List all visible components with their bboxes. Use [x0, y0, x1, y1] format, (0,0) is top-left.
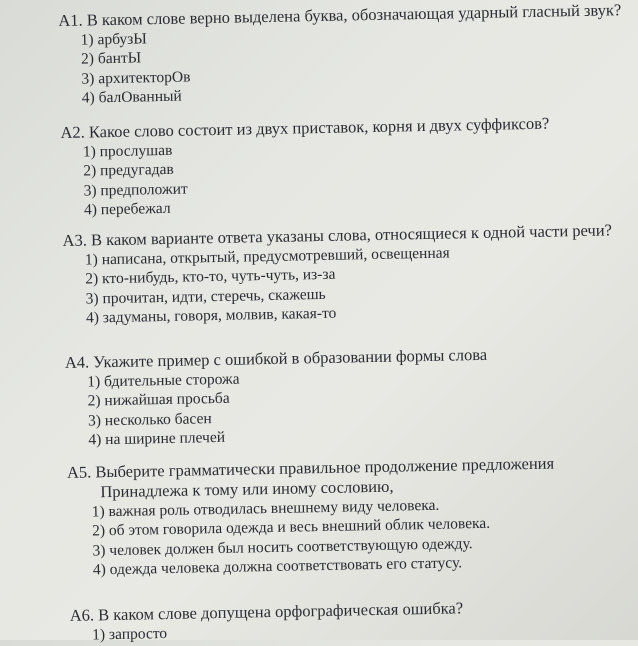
- answer-option: 1) бдительные сторожа: [87, 370, 240, 391]
- question-title: А6. В каком слове допущена орфографическая ошибка?: [69, 598, 464, 625]
- answer-option: 2) нижайшая просьба: [87, 390, 230, 410]
- answer-option: 3) прочитан, идти, стеречь, скажешь: [85, 285, 326, 308]
- question-title: А1. В каком слове верно выделена буква, обозначающая ударный гласный звук?: [58, 0, 622, 31]
- answer-option: 3) предположит: [83, 180, 188, 200]
- answer-option: 1) прослушав: [82, 141, 173, 161]
- answer-option: 4) балОванный: [81, 87, 182, 107]
- question-sentence-start: Принадлежа к тому или иному сословию,: [100, 476, 394, 502]
- answer-option: 4) одежда человека должна соответствовать его статусу.: [92, 554, 463, 579]
- answer-option: 4) на ширине плечей: [88, 429, 226, 449]
- answer-options: [65, 362, 638, 451]
- answer-options: [59, 20, 638, 109]
- answer-option: 4) задуманы, говоря, молвив, какая-то: [85, 304, 337, 327]
- answer-option: 2) кто-нибудь, кто-то, чуть-чуть, из-за: [85, 266, 336, 288]
- question-title: А2. Какое слово состоит из двух приставок, корня и двух суффиксов?: [60, 113, 550, 142]
- question-title: А3. В каком варианте ответа указаны слова, относящиеся к одной части речи?: [62, 220, 613, 250]
- question-a3: [62, 220, 638, 329]
- answer-options: [68, 492, 638, 581]
- answer-option: 2) предугадав: [83, 161, 174, 180]
- answer-option: 2) бантЫ: [80, 49, 142, 68]
- answer-option: 1) важная роль отводилась внешнему виду человека.: [91, 496, 440, 521]
- question-a6: [70, 595, 638, 646]
- answer-option: 1) написана, открытый, предусмотревший, освещенная: [84, 244, 450, 269]
- answer-option: 3) архитекторОв: [81, 68, 191, 88]
- question-title: А4. Укажите пример с ошибкой в образовании формы слова: [64, 344, 488, 372]
- answer-options: [63, 240, 638, 329]
- answer-option: 3) несколько басен: [87, 409, 212, 430]
- answer-option: 4) перебежал: [83, 200, 171, 219]
- answer-option: 1) арбузЫ: [80, 30, 147, 49]
- question-a5: [67, 452, 638, 581]
- answer-option: 2) об этом говорила одежда и весь внешний облик человека.: [91, 515, 491, 540]
- question-a4: [65, 342, 638, 451]
- question-title: А5. Выберите грамматически правильное продолжение предложения: [66, 453, 555, 482]
- answer-option: 1) запросто: [91, 625, 168, 644]
- answer-options: [61, 132, 638, 221]
- question-a2: [60, 112, 638, 221]
- answer-option: 3) человек должен был носить соответствующую одежду.: [92, 534, 473, 560]
- question-a1: [58, 0, 638, 109]
